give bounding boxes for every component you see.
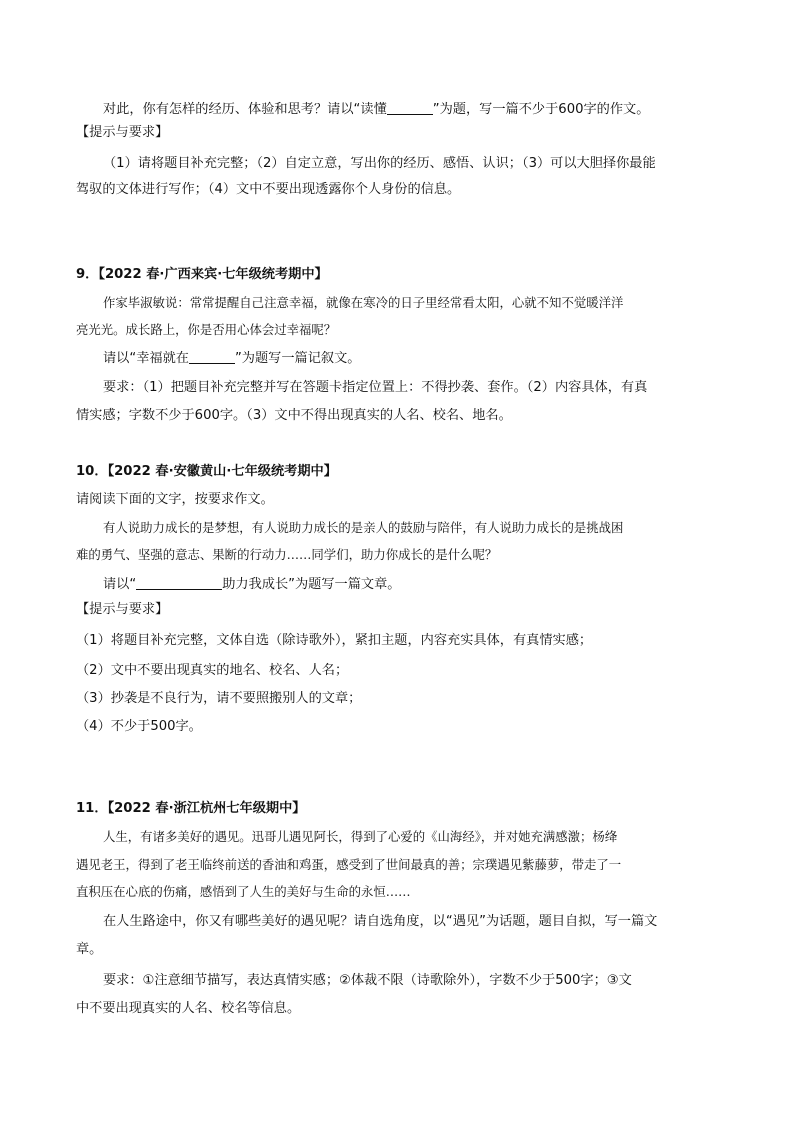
requirement-line: 驾驭的文体进行写作；（4）文中不要出现透露你个人身份的信息。 — [76, 182, 461, 197]
question-9-header: 9．【2022 春·广西来宾·七年级统考期中】 — [76, 267, 328, 282]
question-11-prompt: 章。 — [76, 942, 103, 957]
requirement-item: （1）将题目补充完整，文体自选（除诗歌外），紧扣主题，内容充实具体，有真情实感； — [76, 633, 593, 648]
tips-heading: 【提示与要求】 — [76, 602, 169, 617]
requirement-item: （3）抄袭是不良行为，请不要照搬别人的文章； — [76, 691, 362, 706]
prompt-end: 助力我成长”为题写一篇文章。 — [222, 577, 401, 592]
quote-line: 作家毕淑敏说：常常提醒自己注意幸福，就像在寒冷的日子里经常看太阳，心就不知不觉暖洋洋 — [103, 295, 624, 310]
requirement-item: （4）不少于500字。 — [76, 719, 202, 734]
requirement-line: 要求：①注意细节描写，表达真情实感；②体裁不限（诗歌除外），字数不少于500字；③文 — [103, 973, 632, 988]
tips-heading: 【提示与要求】 — [76, 125, 169, 140]
intro-paragraph-end: ”为题，写一篇不少于600字的作文。 — [432, 102, 650, 117]
question-11-prompt: 在人生路途中，你又有哪些美好的遇见呢？请自选角度，以“遇见”为话题，题目自拟，写一篇文 — [103, 914, 658, 929]
quote-line: 亮光光。成长路上，你是否用心体会过幸福呢？ — [76, 322, 337, 337]
quote-line: 遇见老王，得到了老王临终前送的香油和鸡蛋，感受到了世间最真的善；宗璞遇见紫藤萝，带走了一 — [76, 857, 622, 872]
quote-line: 有人说助力成长的是梦想，有人说助力成长的是亲人的鼓励与陪伴，有人说助力成长的是挑战困 — [103, 520, 624, 535]
intro-paragraph-start: 对此，你有怎样的经历、体验和思考？请以“读懂 — [103, 102, 387, 117]
prompt-start: 请以“ — [103, 577, 137, 592]
quote-line: 人生，有诸多美好的遇见。迅哥儿遇见阿长，得到了心爱的《山海经》，并对她充满感激；杨绛 — [103, 829, 618, 844]
question-9-prompt — [103, 349, 361, 368]
title-blank — [136, 575, 222, 590]
prompt-end: ”为题写一篇记叙文。 — [234, 351, 361, 366]
requirement-line: （1）请将题目补充完整；（2）自定立意，写出你的经历、感悟、认识；（3）可以大胆择你最能 — [103, 156, 656, 171]
quote-line: 直积压在心底的伤痛，感悟到了人生的美好与生命的永恒…… — [76, 884, 411, 899]
intro-paragraph — [103, 100, 649, 119]
question-11-header: 11．【2022 春·浙江杭州七年级期中】 — [76, 801, 306, 816]
title-blank — [387, 100, 433, 115]
question-10-intro: 请阅读下面的文字，按要求作文。 — [76, 492, 274, 507]
question-10-header: 10．【2022 春·安徽黄山·七年级统考期中】 — [76, 464, 337, 479]
requirement-item: （2）文中不要出现真实的地名、校名、人名； — [76, 663, 349, 678]
prompt-start: 请以“幸福就在 — [103, 351, 189, 366]
requirement-line: 要求：（1）把题目补充完整并写在答题卡指定位置上：不得抄袭、套作。（2）内容具体，有真 — [103, 380, 648, 395]
quote-line: 难的勇气、坚强的意志、果断的行动力……同学们，助力你成长的是什么呢？ — [76, 547, 498, 562]
question-10-prompt — [103, 575, 401, 594]
title-blank — [189, 349, 235, 364]
requirement-line: 中不要出现真实的人名、校名等信息。 — [76, 1001, 301, 1016]
requirement-line: 情实感；字数不少于600字。（3）文中不得出现真实的人名、校名、地名。 — [76, 408, 512, 423]
